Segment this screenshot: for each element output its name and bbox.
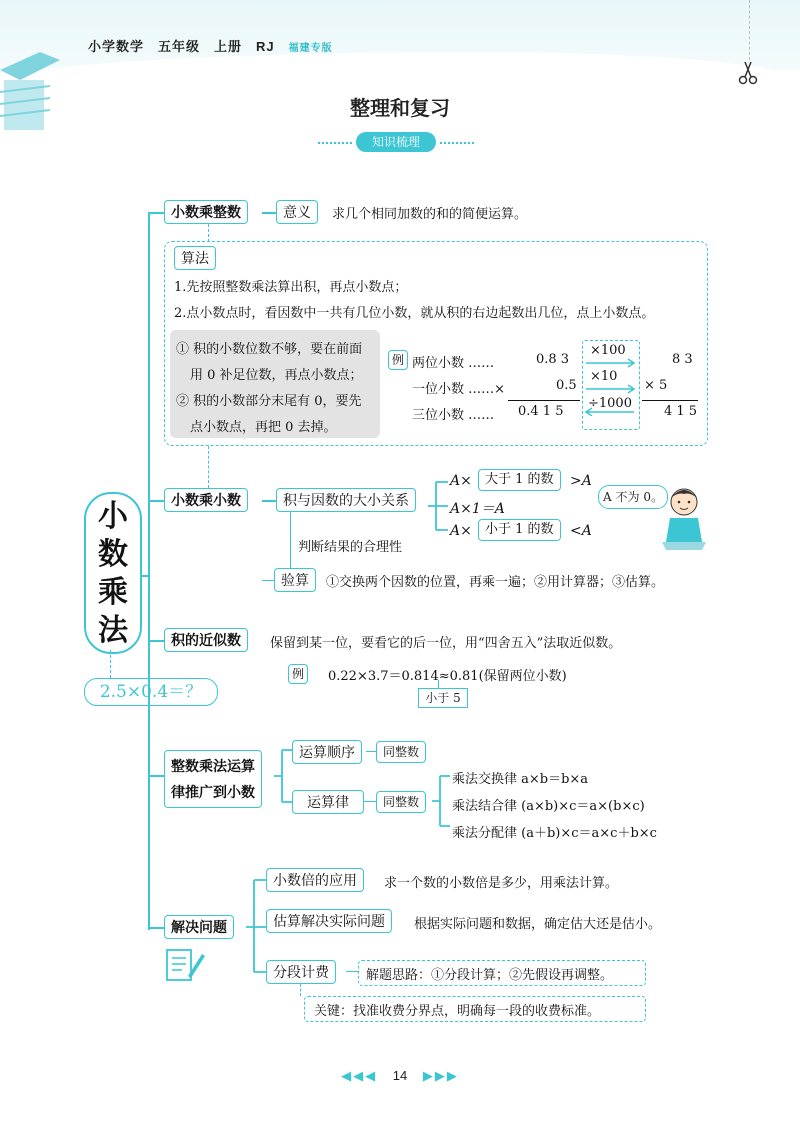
main-topic-title [84,492,142,654]
left-arrows: ◀◀◀ [341,1068,378,1083]
check-label: 验算 [274,568,316,592]
judge-text: 判断结果的合理性 [298,540,403,555]
note-line: ② 积的小数部分末尾有 0，要先 [176,394,362,409]
result-value: 4 1 5 [664,404,698,419]
page-number-value: 14 [392,1068,408,1083]
relation-condition: 大于 1 的数 [478,469,561,491]
header-subject: 小学数学 [88,39,145,54]
operation-label: ×100 [590,343,626,358]
sum-rule [642,400,698,401]
relation-text: <A [570,523,592,539]
example-row-value: 0.8 3 [536,352,570,367]
example-expression: 2.5×0.4＝？ [84,678,218,706]
cut-line [749,0,750,60]
problem-type-3: 分段计费 [266,960,336,984]
spine-line [148,212,150,930]
main-topic-char: 法 [98,614,128,647]
key-text: 关键：找准收费分界点，明确每一段的收费标准。 [314,1004,601,1019]
example-label: 例 [388,350,408,370]
main-topic-char: 小 [98,500,128,533]
branch-decimal-times-decimal: 小数乘小数 [164,488,248,512]
example-row-label: 一位小数 ……× [412,382,506,397]
header-edition: RJ [256,39,275,54]
problem-text: 根据实际问题和数据，确定估大还是估小。 [414,917,662,932]
pagoda-decoration [0,30,60,140]
law-item: 乘法结合律 (a×b)×c＝a×(b×c) [452,799,645,814]
meaning-text: 求几个相同加数的和的简便运算。 [332,207,528,222]
page-title: 整理和复习 [350,98,450,120]
scissors-icon [738,60,758,86]
page-number [0,1068,800,1084]
algorithm-label: 算法 [174,246,216,270]
note-line: 点小数点，再把 0 去掉。 [190,420,337,435]
branch-approximate-product: 积的近似数 [164,628,248,652]
result-value: × 5 [644,378,668,393]
bracket [432,768,454,834]
speech-bubble: A 不为 0。 [598,485,668,509]
problem-type-1: 小数倍的应用 [266,868,364,892]
operation-label: ×10 [590,369,618,384]
connector [208,224,209,242]
branch-decimal-times-integer: 小数乘整数 [164,200,248,224]
connector [110,650,111,678]
relation-text: A× [450,473,472,489]
example-row-label: 三位小数 …… [412,408,495,423]
order-same: 同整数 [376,741,426,763]
approx-text: 保留到某一位，要看它的后一位，用“四舍五入”法取近似数。 [270,636,622,651]
relation-label: 积与因数的大小关系 [276,488,416,512]
example-row-value: 0.5 [556,378,577,393]
pill-dots-right [440,142,474,144]
connector [300,984,301,996]
problem-text: 解题思路：①分段计算；②先假设再调整。 [366,968,614,983]
meaning-label: 意义 [276,200,318,224]
example-row-label: 两位小数 …… [412,356,495,371]
approx-note: 小于 5 [418,688,468,708]
connector [364,801,376,802]
section-pill: 知识梳理 [356,132,436,152]
connector [148,775,164,777]
relation-text: >A [570,473,592,489]
connector [366,751,376,752]
header-grade: 五年级 [158,39,201,54]
law-label: 运算律 [292,790,364,814]
main-topic-char: 数 [98,538,128,571]
connector [346,971,358,972]
arrow-icon [582,356,642,416]
problem-type-2: 估算解决实际问题 [266,909,392,933]
connector [438,680,439,688]
law-same: 同整数 [376,791,426,813]
connector [262,212,276,214]
law-item: 乘法交换律 a×b＝b×a [452,772,589,787]
connector [148,640,164,642]
algorithm-step-2: 2.点小数点时，看因数中一共有几位小数，就从积的右边起数出几位，点上小数点。 [174,306,655,321]
main-topic-char: 乘 [98,576,128,609]
branch-laws-extension [164,750,262,808]
connector [148,500,164,502]
example-row-value: 0.4 1 5 [518,404,564,419]
result-value: 8 3 [672,352,693,367]
connector [208,446,209,488]
right-arrows: ▶▶▶ [422,1068,459,1083]
approx-example: 0.22×3.7＝0.814≈0.81(保留两位小数) [328,669,567,684]
note-line: ① 积的小数位数不够，要在前面 [176,342,363,357]
branch-label-line: 整数乘法运算 [171,758,255,774]
check-text: ①交换两个因数的位置，再乘一遍；②用计算器；③估算。 [326,575,665,590]
connector [148,212,164,214]
pill-dots-left [318,142,352,144]
connector [148,927,164,929]
operation-label: ÷1000 [588,396,632,411]
order-label: 运算顺序 [292,740,362,764]
header-region: 福建专版 [288,43,333,54]
approx-example-label: 例 [288,664,308,684]
algorithm-step-1: 1.先按照整数乘法算出积，再点小数点； [174,280,408,295]
branch-solve-problems: 解决问题 [164,915,234,939]
note-line: 用 0 补足位数，再点小数点； [190,368,363,383]
problem-text: 求一个数的小数倍是多少，用乘法计算。 [384,876,619,891]
relation-text: A×1＝A [450,501,505,517]
relation-text: A× [450,523,472,539]
branch-label-line: 律推广到小数 [171,784,255,800]
header-volume: 上册 [214,39,243,54]
connector [262,500,276,502]
relation-condition: 小于 1 的数 [478,519,561,541]
notebook-pen-icon [164,946,206,984]
student-illustration [656,484,708,554]
law-item: 乘法分配律 (a＋b)×c＝a×c＋b×c [452,826,657,841]
sum-rule [508,400,580,401]
header-breadcrumb [88,36,347,55]
